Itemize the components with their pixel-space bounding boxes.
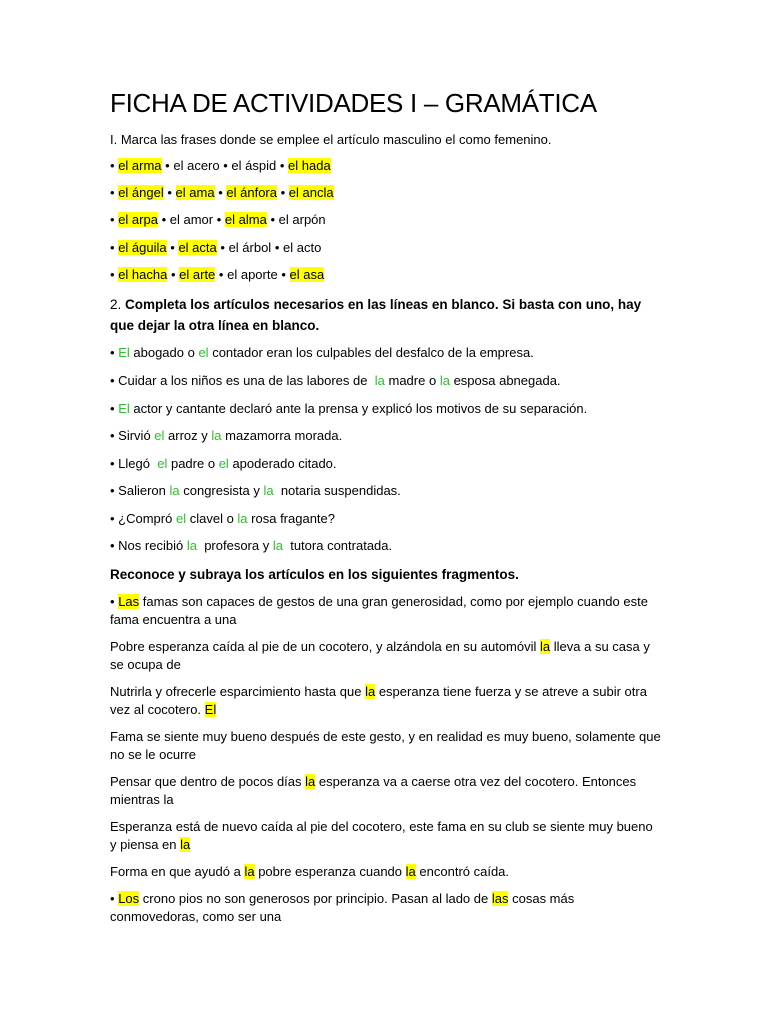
section3-paragraph: Pobre esperanza caída al pie de un cocotero, y alzándola en su automóvil la lleva a su casa y se ocupa de — [110, 639, 650, 672]
marked-article: el asa — [289, 267, 325, 282]
marked-article: las — [491, 891, 509, 906]
answer-article: la — [186, 538, 197, 553]
marked-article: el ama — [175, 185, 215, 200]
answer-article: la — [263, 483, 274, 498]
section2-item: • El actor y cantante declaró ante la prensa y explicó los motivos de su separación. — [110, 401, 588, 416]
section1-instruction: I. Marca las frases donde se emplee el artículo masculino el como femenino. — [110, 132, 552, 147]
section3-heading: Reconoce y subraya los artículos en los siguientes fragmentos. — [110, 567, 519, 582]
section1-row: • el hacha • el arte • el aporte • el asa — [110, 267, 325, 282]
section1-row: • el águila • el acta • el árbol • el acto — [110, 240, 322, 255]
answer-article: la — [169, 483, 180, 498]
section3-paragraph: • Las famas son capaces de gestos de una gran generosidad, como por ejemplo cuando este fama encuentra a una — [110, 594, 648, 627]
section3-paragraph: Esperanza está de nuevo caída al pie del cocotero, este fama en su club se siente muy bueno y piensa en la — [110, 819, 653, 852]
marked-article: El — [204, 702, 217, 717]
answer-article: el — [154, 428, 165, 443]
answer-article: la — [374, 373, 385, 388]
answer-article: El — [118, 401, 130, 416]
marked-article: el hada — [288, 158, 331, 173]
marked-article: el arma — [118, 158, 162, 173]
answer-article: la — [272, 538, 283, 553]
section2-item: • Llegó el padre o el apoderado citado. — [110, 456, 337, 471]
section1-row: • el arpa • el amor • el alma • el arpón — [110, 212, 326, 227]
answer-article: el — [198, 345, 209, 360]
page-title: FICHA DE ACTIVIDADES I – GRAMÁTICA — [110, 88, 597, 118]
section2-item: • El abogado o el contador eran los culpables del desfalco de la empresa. — [110, 345, 534, 360]
section3-paragraph: Pensar que dentro de pocos días la esperanza va a caerse otra vez del cocotero. Entonces mientras la — [110, 774, 637, 807]
answer-article: El — [118, 345, 130, 360]
section1-row: • el ángel • el ama • el ánfora • el ancla — [110, 185, 334, 200]
section2-item: • Salieron la congresista y la notaria suspendidas. — [110, 483, 401, 498]
section3-paragraph: Fama se siente muy bueno después de este gesto, y en realidad es muy bueno, solamente que no se le ocurre — [110, 729, 661, 762]
answer-article: la — [439, 373, 450, 388]
marked-article: el arte — [179, 267, 216, 282]
section2-item: • ¿Compró el clavel o la rosa fragante? — [110, 511, 336, 526]
section2-item: • Nos recibió la profesora y la tutora contratada. — [110, 538, 393, 553]
marked-article: el acta — [178, 240, 217, 255]
marked-article: el hacha — [118, 267, 168, 282]
marked-article: el ángel — [118, 185, 164, 200]
answer-article: el — [175, 511, 187, 526]
marked-article: la — [180, 837, 191, 852]
marked-article: el alma — [224, 212, 267, 227]
marked-article: la — [305, 774, 316, 789]
section3-paragraph: Nutrirla y ofrecerle esparcimiento hasta que la esperanza tiene fuerza y se atreve a subir otra vez al cocotero. El — [110, 684, 647, 717]
marked-article: el águila — [118, 240, 167, 255]
answer-article: la — [211, 428, 222, 443]
marked-article: la — [405, 864, 416, 879]
marked-article: Las — [118, 594, 140, 609]
section2-heading: 2. Completa los artículos necesarios en las líneas en blanco. Si basta con uno, hay que dejar la otra línea en blanco. — [110, 297, 642, 333]
marked-article: la — [540, 639, 551, 654]
section3-paragraph: • Los crono pios no son generosos por principio. Pasan al lado de las cosas más conmovedoras, como ser una — [110, 891, 575, 924]
marked-article: Los — [118, 891, 140, 906]
marked-article: el arpa — [118, 212, 158, 227]
answer-article: el — [218, 456, 229, 471]
marked-article: la — [365, 684, 376, 699]
section3-paragraph: Forma en que ayudó a la pobre esperanza cuando la encontró caída. — [110, 864, 510, 879]
marked-article: el ánfora — [226, 185, 277, 200]
answer-article: la — [237, 511, 248, 526]
marked-article: el ancla — [288, 185, 334, 200]
section1-row: • el arma • el acero • el áspid • el hada — [110, 158, 331, 173]
section2-item: • Cuidar a los niños es una de las labores de la madre o la esposa abnegada. — [110, 373, 561, 388]
section2-item: • Sirvió el arroz y la mazamorra morada. — [110, 428, 343, 443]
marked-article: la — [244, 864, 255, 879]
answer-article: el — [157, 456, 168, 471]
